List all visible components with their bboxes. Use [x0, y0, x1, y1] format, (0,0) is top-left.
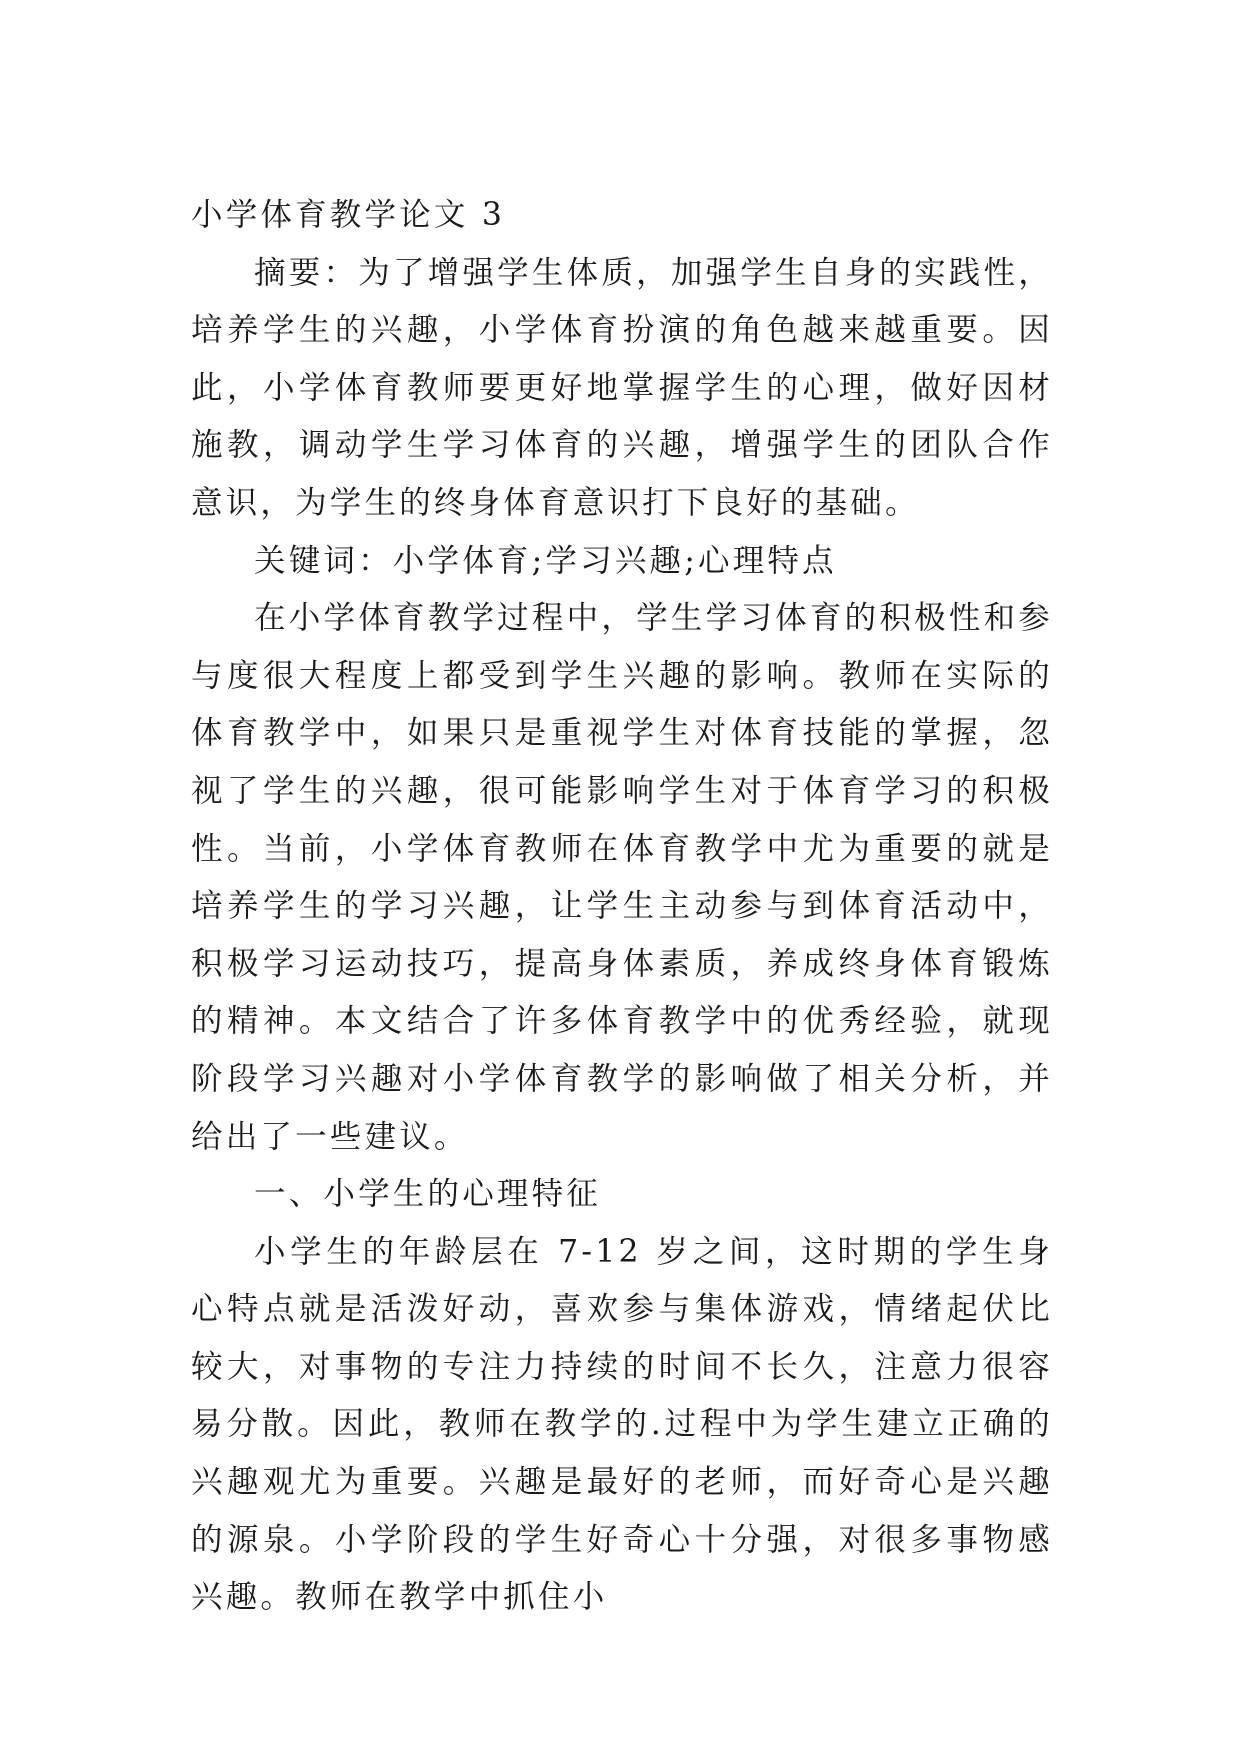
- abstract-paragraph: 摘要：为了增强学生体质，加强学生自身的实践性，培养学生的兴趣，小学体育扮演的角色越来越重要。因此，小学体育教师要更好地掌握学生的心理，做好因材施教，调动学生学习体育的兴趣，增强学生的团队合作意识，为学生的终身体育意识打下良好的基础。: [191, 254, 1053, 521]
- section-paragraph: 小学生的年龄层在 7-12 岁之间，这时期的学生身心特点就是活泼好动，喜欢参与集体游戏，情绪起伏比较大，对事物的专注力持续的时间不长久，注意力很容易分散。因此，教师在教学的.过程中为学生建立正确的兴趣观尤为重要。兴趣是最好的老师，而好奇心是兴趣的源泉。小学阶段的学生好奇心十分强，对很多事物感兴趣。教师在教学中抓住小: [191, 1233, 1053, 1616]
- section-heading: 一、小学生的心理特征: [254, 1176, 602, 1213]
- intro-paragraph: 在小学体育教学过程中，学生学习体育的积极性和参与度很大程度上都受到学生兴趣的影响。教师在实际的体育教学中，如果只是重视学生对体育技能的掌握，忽视了学生的兴趣，很可能影响学生对于体育学习的积极性。当前，小学体育教师在体育教学中尤为重要的就是培养学生的学习兴趣，让学生主动参与到体育活动中，积极学习运动技巧，提高身体素质，养成终身体育锻炼的精神。本文结合了许多体育教学中的优秀经验，就现阶段学习兴趣对小学体育教学的影响做了相关分析，并给出了一些建议。: [191, 600, 1053, 1155]
- keywords-paragraph: 关键词：小学体育;学习兴趣;心理特点: [254, 542, 837, 579]
- document-body: [191, 187, 1053, 1627]
- document-title: 小学体育教学论文 3: [191, 197, 506, 233]
